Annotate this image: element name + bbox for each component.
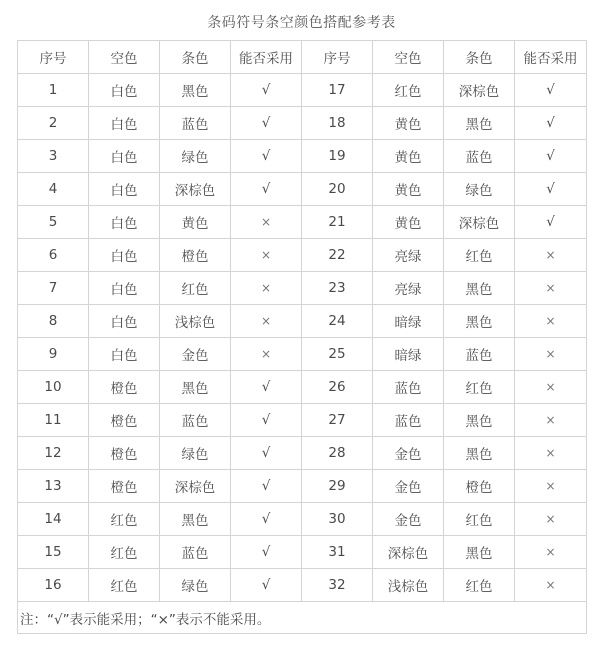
- space-color: 白色: [89, 173, 160, 206]
- space-color: 红色: [89, 503, 160, 536]
- usable-mark: ×: [231, 206, 302, 239]
- bar-color: 黑色: [444, 272, 515, 305]
- header-cell: 能否采用: [231, 41, 302, 74]
- space-color: 金色: [373, 503, 444, 536]
- space-color: 暗绿: [373, 338, 444, 371]
- header-cell: 条色: [444, 41, 515, 74]
- space-color: 蓝色: [373, 371, 444, 404]
- row-number: 18: [302, 107, 373, 140]
- space-color: 橙色: [89, 371, 160, 404]
- usable-mark: √: [515, 140, 587, 173]
- bar-color: 绿色: [160, 437, 231, 470]
- space-color: 红色: [373, 74, 444, 107]
- usable-mark: √: [231, 173, 302, 206]
- bar-color: 黑色: [444, 437, 515, 470]
- usable-mark: √: [231, 371, 302, 404]
- row-number: 9: [18, 338, 89, 371]
- bar-color: 红色: [444, 239, 515, 272]
- usable-mark: ×: [515, 371, 587, 404]
- table-row: [18, 437, 587, 470]
- row-number: 28: [302, 437, 373, 470]
- color-combination-table: [17, 40, 587, 634]
- usable-mark: ×: [515, 305, 587, 338]
- table-row: [18, 74, 587, 107]
- row-number: 23: [302, 272, 373, 305]
- row-number: 2: [18, 107, 89, 140]
- space-color: 白色: [89, 338, 160, 371]
- bar-color: 黑色: [444, 536, 515, 569]
- space-color: 白色: [89, 140, 160, 173]
- table-body: [18, 74, 587, 602]
- usable-mark: ×: [231, 305, 302, 338]
- bar-color: 黑色: [160, 74, 231, 107]
- space-color: 白色: [89, 107, 160, 140]
- row-number: 29: [302, 470, 373, 503]
- bar-color: 蓝色: [444, 338, 515, 371]
- usable-mark: √: [231, 140, 302, 173]
- header-cell: 空色: [373, 41, 444, 74]
- usable-mark: ×: [515, 272, 587, 305]
- row-number: 3: [18, 140, 89, 173]
- space-color: 白色: [89, 272, 160, 305]
- row-number: 1: [18, 74, 89, 107]
- row-number: 27: [302, 404, 373, 437]
- table-row: [18, 272, 587, 305]
- table-title: 条码符号条空颜色搭配参考表: [207, 15, 396, 31]
- usable-mark: √: [231, 470, 302, 503]
- header-row: [18, 41, 587, 74]
- space-color: 金色: [373, 470, 444, 503]
- table-note: 注：“√”表示能采用；“×”表示不能采用。: [18, 602, 587, 634]
- usable-mark: √: [231, 503, 302, 536]
- usable-mark: ×: [515, 536, 587, 569]
- bar-color: 蓝色: [160, 536, 231, 569]
- bar-color: 黑色: [444, 305, 515, 338]
- space-color: 白色: [89, 305, 160, 338]
- row-number: 25: [302, 338, 373, 371]
- bar-color: 深棕色: [160, 173, 231, 206]
- row-number: 24: [302, 305, 373, 338]
- header-cell: 序号: [302, 41, 373, 74]
- bar-color: 红色: [444, 569, 515, 602]
- usable-mark: √: [515, 107, 587, 140]
- row-number: 21: [302, 206, 373, 239]
- bar-color: 红色: [444, 503, 515, 536]
- table-row: [18, 536, 587, 569]
- table-row: [18, 338, 587, 371]
- space-color: 黄色: [373, 107, 444, 140]
- usable-mark: ×: [231, 272, 302, 305]
- bar-color: 黄色: [160, 206, 231, 239]
- row-number: 4: [18, 173, 89, 206]
- row-number: 17: [302, 74, 373, 107]
- space-color: 橙色: [89, 404, 160, 437]
- space-color: 暗绿: [373, 305, 444, 338]
- space-color: 白色: [89, 206, 160, 239]
- space-color: 橙色: [89, 437, 160, 470]
- usable-mark: √: [231, 437, 302, 470]
- bar-color: 黑色: [160, 503, 231, 536]
- row-number: 12: [18, 437, 89, 470]
- usable-mark: √: [231, 569, 302, 602]
- row-number: 19: [302, 140, 373, 173]
- header-cell: 序号: [18, 41, 89, 74]
- header-cell: 能否采用: [515, 41, 587, 74]
- usable-mark: ×: [515, 569, 587, 602]
- row-number: 22: [302, 239, 373, 272]
- space-color: 金色: [373, 437, 444, 470]
- row-number: 15: [18, 536, 89, 569]
- table-row: [18, 173, 587, 206]
- header-cell: 空色: [89, 41, 160, 74]
- usable-mark: ×: [231, 239, 302, 272]
- table-row: [18, 239, 587, 272]
- space-color: 白色: [89, 239, 160, 272]
- table-row: [18, 470, 587, 503]
- usable-mark: √: [231, 107, 302, 140]
- table-row: [18, 107, 587, 140]
- space-color: 红色: [89, 536, 160, 569]
- row-number: 13: [18, 470, 89, 503]
- row-number: 16: [18, 569, 89, 602]
- row-number: 5: [18, 206, 89, 239]
- row-number: 20: [302, 173, 373, 206]
- table-row: [18, 206, 587, 239]
- bar-color: 黑色: [444, 404, 515, 437]
- usable-mark: √: [515, 206, 587, 239]
- space-color: 亮绿: [373, 239, 444, 272]
- bar-color: 黑色: [444, 107, 515, 140]
- usable-mark: ×: [515, 503, 587, 536]
- header-cell: 条色: [160, 41, 231, 74]
- bar-color: 蓝色: [444, 140, 515, 173]
- row-number: 32: [302, 569, 373, 602]
- space-color: 亮绿: [373, 272, 444, 305]
- row-number: 10: [18, 371, 89, 404]
- table-row: [18, 404, 587, 437]
- bar-color: 黑色: [160, 371, 231, 404]
- bar-color: 红色: [160, 272, 231, 305]
- space-color: 浅棕色: [373, 569, 444, 602]
- table-row: [18, 140, 587, 173]
- usable-mark: ×: [515, 239, 587, 272]
- space-color: 黄色: [373, 140, 444, 173]
- row-number: 26: [302, 371, 373, 404]
- row-number: 11: [18, 404, 89, 437]
- row-number: 7: [18, 272, 89, 305]
- row-number: 31: [302, 536, 373, 569]
- bar-color: 橙色: [160, 239, 231, 272]
- usable-mark: √: [231, 74, 302, 107]
- usable-mark: ×: [515, 338, 587, 371]
- bar-color: 浅棕色: [160, 305, 231, 338]
- usable-mark: ×: [231, 338, 302, 371]
- row-number: 6: [18, 239, 89, 272]
- bar-color: 绿色: [160, 140, 231, 173]
- row-number: 8: [18, 305, 89, 338]
- row-number: 14: [18, 503, 89, 536]
- bar-color: 深棕色: [444, 206, 515, 239]
- usable-mark: √: [231, 404, 302, 437]
- table-row: [18, 503, 587, 536]
- space-color: 红色: [89, 569, 160, 602]
- space-color: 蓝色: [373, 404, 444, 437]
- bar-color: 蓝色: [160, 404, 231, 437]
- usable-mark: ×: [515, 437, 587, 470]
- row-number: 30: [302, 503, 373, 536]
- usable-mark: ×: [515, 470, 587, 503]
- bar-color: 红色: [444, 371, 515, 404]
- space-color: 黄色: [373, 173, 444, 206]
- usable-mark: √: [231, 536, 302, 569]
- space-color: 白色: [89, 74, 160, 107]
- note-row: [18, 602, 587, 634]
- bar-color: 绿色: [160, 569, 231, 602]
- usable-mark: √: [515, 173, 587, 206]
- table-row: [18, 305, 587, 338]
- usable-mark: √: [515, 74, 587, 107]
- bar-color: 橙色: [444, 470, 515, 503]
- bar-color: 深棕色: [444, 74, 515, 107]
- bar-color: 绿色: [444, 173, 515, 206]
- bar-color: 蓝色: [160, 107, 231, 140]
- bar-color: 深棕色: [160, 470, 231, 503]
- table-row: [18, 371, 587, 404]
- space-color: 黄色: [373, 206, 444, 239]
- space-color: 橙色: [89, 470, 160, 503]
- table-row: [18, 569, 587, 602]
- space-color: 深棕色: [373, 536, 444, 569]
- bar-color: 金色: [160, 338, 231, 371]
- usable-mark: ×: [515, 404, 587, 437]
